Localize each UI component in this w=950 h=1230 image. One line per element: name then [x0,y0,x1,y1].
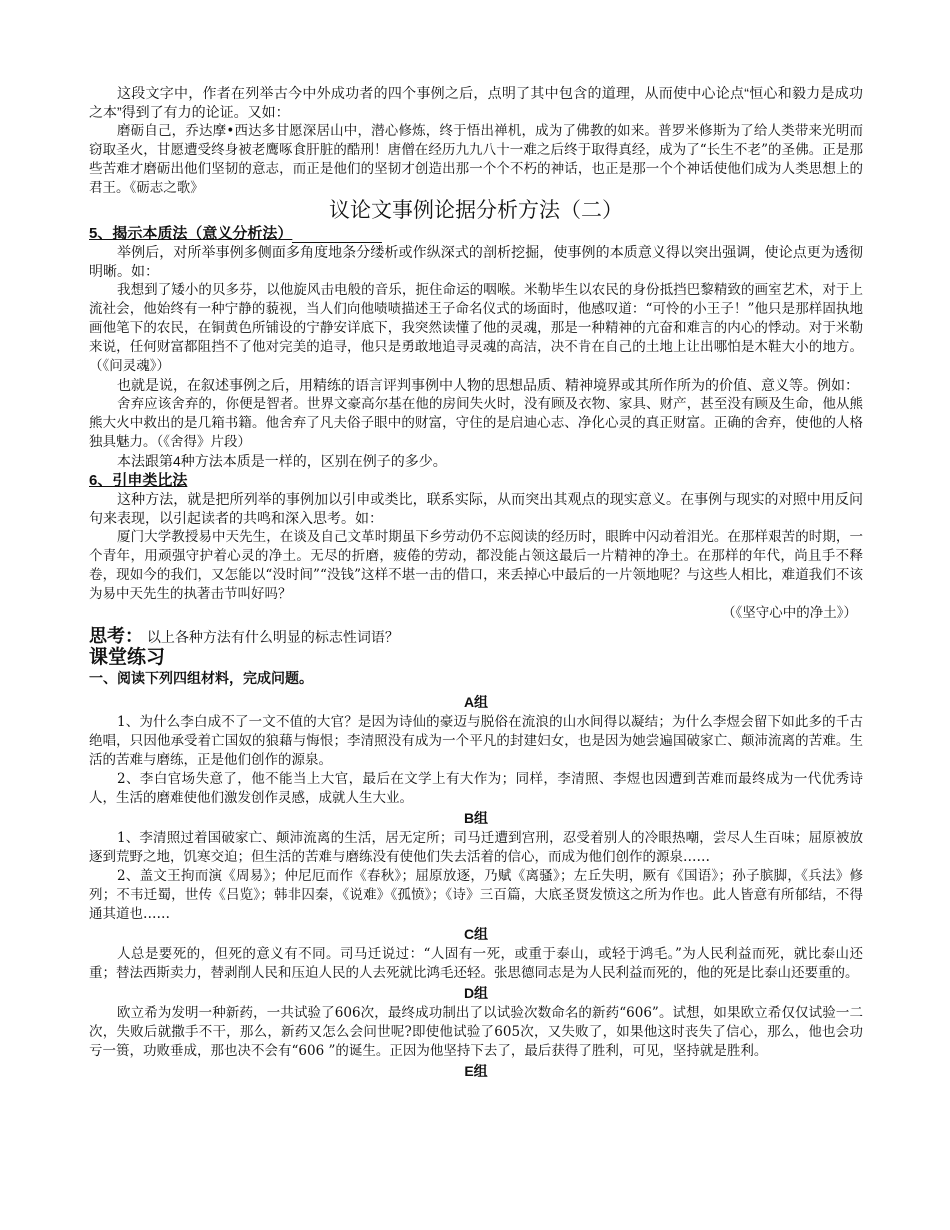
heading-underline [292,228,382,243]
think-question [89,627,863,647]
practice-heading: 课堂练习 [89,647,166,668]
practice-task: 一、阅读下列四组材料，完成问题。 [89,670,313,686]
section-6-source: （《坚守心中的净土》） [722,605,857,621]
group-d-label: D组 [463,985,489,1001]
group-a-item-1: 1、为什么李白成不了一文不值的大官？是因为诗仙的豪迈与脱俗在流浪的山水间得以凝结；为什么李煜会留下如此多的千古绝唱，只因他承受着亡国奴的狼藉与悔恨；李清照没有成为一个平凡的封建妇女，也是因为她尝遍国破家亡、颠沛流离的苦难。生活的苦难与磨练，正是他们创作的源泉。 [89,714,863,768]
group-b-item-2: 2、盖文王拘而演《周易》；仲尼厄而作《春秋》；屈原放逐，乃赋《离骚》；左丘失明，厥有《国语》；孙子膑脚，《兵法》修列；不韦迁蜀，世传《吕览》；韩非囚秦，《说难》《孤愤》；《诗》三百篇，大底圣贤发愤这之所为作也。此人皆意有所郁结，不得通其道也…… [89,868,863,922]
group-a-label: A组 [463,694,489,710]
group-c-label: C组 [463,926,489,942]
group-c-item-1: 人总是要死的，但死的意义有不同。司马迁说过：“人固有一死，或重于泰山，或轻于鸿毛。”为人民利益而死，就比泰山还重；替法西斯卖力，替剥削人民和压迫人民的人去死就比鸿毛还轻。张思德同志是为人民利益而死的，他的死是比泰山还要重的。 [89,946,863,981]
group-b-label: B组 [463,810,489,826]
document-page [89,84,863,1082]
section-6-quote-1: 厦门大学教授易中天先生，在谈及自己文革时期虽下乡劳动仍不忘阅读的经历时，眼眸中闪动着泪光。在那样艰苦的时期，一个青年，用顽强守护着心灵的净土。无尽的折磨，疲倦的劳动，都没能占领这最后一片精神的净土。在那样的年代，尚且手不释卷，现如今的我们，又怎能以“没时间”“没钱”这样不堪一击的借口，来丢掉心中最后的一片领地呢？与这些人相比，难道我们不该为易中天先生的执著击节叫好吗？ [89,529,863,602]
page-title: 议论文事例论据分析方法（二） [329,199,623,222]
section-5-paragraph-3: 本法跟第4种方法本质是一样的，区别在例子的多少。 [117,453,447,469]
intro-quote: 磨砺自己，乔达摩•西达多甘愿深居山中，潜心修炼，终于悟出禅机，成为了佛教的如来。普罗米修斯为了给人类带来光明而窃取圣火，甘愿遭受终身被老鹰啄食肝脏的酷刑！唐僧在经历九九八十一难之后终于取得真经，成为了“长生不老”的圣佛。正是那些苦难才磨砺出他们坚韧的意志，而正是他们的坚韧才创造出那一个个不朽的神话，也正是那一个个神话使他们成为人类思想上的君王。《砺志之歌》 [89,123,863,196]
section-6-heading: 6、引申类比法 [89,472,188,489]
group-a-item-2: 2、李白官场失意了，他不能当上大官，最后在文学上有大作为；同样，李清照、李煜也因遭到苦难而最终成为一代优秀诗人，生活的磨难使他们激发创作灵感，成就人生大业。 [89,771,863,806]
group-e-label: E组 [464,1063,488,1079]
think-label: 思考： [89,626,143,646]
section-5-quote-2: 舍弃应该舍弃的，你便是智者。世界文豪高尔基在他的房间失火时，没有顾及衣物、家具、财产，甚至没有顾及生命，他从熊熊大火中救出的是几箱书籍。他舍弃了凡夫俗子眼中的财富，守住的是启迪心志、净化心灵的真正财富。正确的舍弃，使他的人格独具魅力。（《舍得》片段） [89,396,863,450]
section-5-paragraph-2: 也就是说，在叙述事例之后，用精练的语言评判事例中人物的思想品质、精神境界或其所作所为的价值、意义等。例如： [117,377,859,393]
intro-paragraph: 这段文字中，作者在列举古今中外成功者的四个事例之后，点明了其中包含的道理，从而使中心论点“恒心和毅力是成功之本”得到了有力的论证。又如： [89,85,863,120]
group-b-item-1: 1、李清照过着国破家亡、颠沛流离的生活，居无定所；司马迁遭到宫刑，忍受着别人的冷眼热嘲，尝尽人生百味；屈原被放逐到荒野之地，饥寒交迫；但生活的苦难与磨练没有使他们失去活着的信心，而成为他们创作的源泉…… [89,830,863,865]
section-5-quote-1: 我想到了矮小的贝多芬，以他旋风击电般的音乐，扼住命运的咽喉。米勒毕生以农民的身份抵挡巴黎精致的画室艺术，对于上流社会，他始终有一种宁静的藐视，当人们向他啧啧描述王子命名仪式的场面时，他感叹道：“可怜的小王子！”他只是那样固执地画他笔下的农民，在铜黄色所铺设的宁静安详底下，我突然读懂了他的灵魂，那是一种精神的亢奋和难言的内心的悸动。对于米勒来说，任何财富都阻挡不了他对完美的追寻，他只是勇敢地追寻灵魂的高洁，决不肯在自己的土地上让出哪怕是木鞋大小的地方。（《问灵魂》） [89,282,863,374]
section-5-heading: 5、揭示本质法（意义分析法） [89,224,863,243]
section-6-paragraph-1: 这种方法，就是把所列举的事例加以引申或类比，联系实际，从而突出其观点的现实意义。在事例与现实的对照中用反问句来表现，以引起读者的共鸣和深入思考。如： [89,491,863,526]
think-text: 以上各种方法有什么明显的标志性词语？ [146,629,399,645]
group-d-item-1: 欧立希为发明一种新药，一共试验了606次，最终成功制出了以试验次数命名的新药“606”。试想，如果欧立希仅仅试验一二次，失败后就撒手不干，那么，新药又怎么会问世呢?即使他试验了605次，又失败了，如果他这时丧失了信心，那么，他也会功亏一篑，功败垂成，那也决不会有“606 ”的诞生。正因为他坚持下去了，最后获得了胜利，可见，坚持就是胜利。 [89,1005,863,1059]
section-5-paragraph-1: 举例后，对所举事例多侧面多角度地条分缕析或作纵深式的剖析挖掘，使事例的本质意义得以突出强调，使论点更为透彻明晰。如： [89,244,863,279]
